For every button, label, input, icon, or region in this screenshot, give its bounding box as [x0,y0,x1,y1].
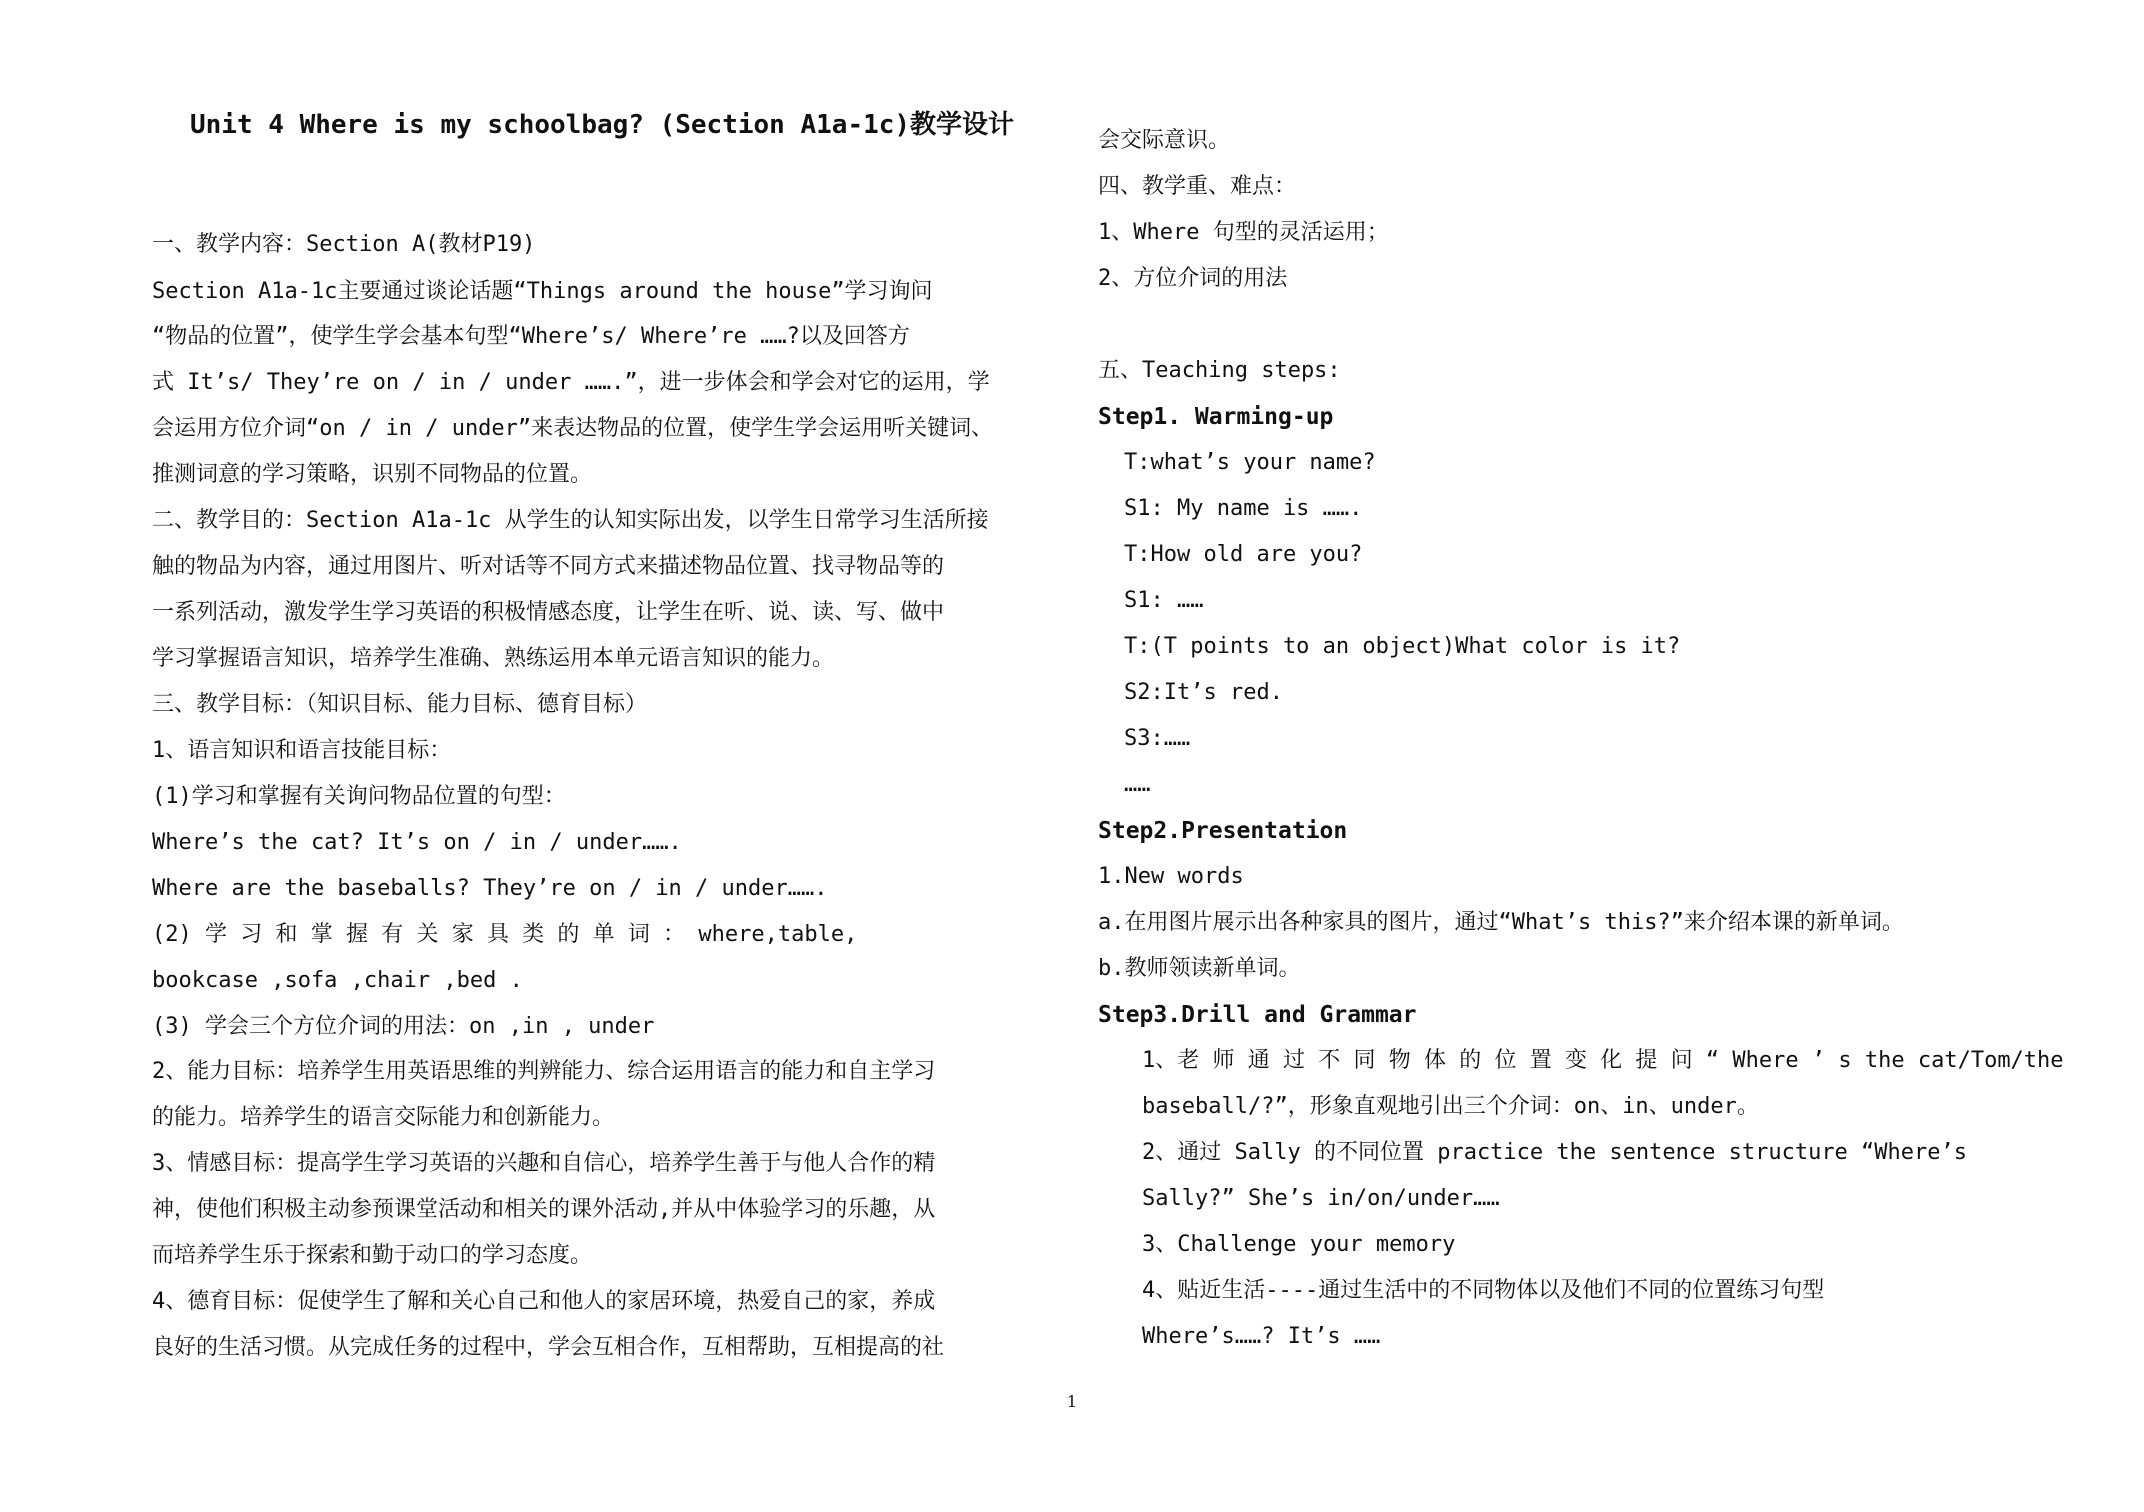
paragraph-line: Where’s……? It’s …… [1142,1324,1381,1349]
step-heading: Step1. Warming-up [1098,404,1334,430]
paragraph-line: 1.New words [1098,864,1244,889]
paragraph-line: a.在用图片展示出各种家具的图片，通过“What’s this?”来介绍本课的新单词。 [1098,910,1904,935]
paragraph-line: 神，使他们积极主动参预课堂活动和相关的课外活动,并从中体验学习的乐趣，从 [152,1197,936,1222]
paragraph-line: 四、教学重、难点： [1098,174,1297,199]
paragraph-line: 三、教学目标：（知识目标、能力目标、德育目标） [152,692,648,717]
paragraph-line: 触的物品为内容，通过用图片、听对话等不同方式来描述物品位置、找寻物品等的 [152,554,945,579]
paragraph-line: 而培养学生乐于探索和勤于动口的学习态度。 [152,1243,593,1268]
paragraph-line: 4、德育目标：促使学生了解和关心自己和他人的家居环境，热爱自己的家，养成 [152,1289,936,1314]
paragraph-line: 推测词意的学习策略，识别不同物品的位置。 [152,462,593,487]
paragraph-line: (3) 学会三个方位介词的用法：on ,in , under [152,1014,655,1039]
document-title: Unit 4 Where is my schoolbag? (Section A1a-1c)教学设计 [190,110,1015,140]
paragraph-line: Section A1a-1c主要通过谈论话题“Things around the house”学习询问 [152,279,933,304]
paragraph-line: 1、语言知识和语言技能目标： [152,738,452,763]
paragraph-line: 1、Where 句型的灵活运用； [1098,220,1389,245]
paragraph-line: …… [1124,772,1151,797]
paragraph-line: 会交际意识。 [1098,128,1231,153]
paragraph-line: 会运用方位介词“on / in / under”来表达物品的位置，使学生学会运用听关键词、 [152,416,994,441]
paragraph-line: Where are the baseballs? They’re on / in / under……. [152,876,828,901]
paragraph-line: 良好的生活习惯。从完成任务的过程中，学会互相合作，互相帮助，互相提高的社 [152,1335,945,1360]
paragraph-line: (1)学习和掌握有关询问物品位置的句型： [152,784,566,809]
paragraph-line: 一、教学内容：Section A(教材P19) [152,232,536,257]
paragraph-line: 3、情感目标：提高学生学习英语的兴趣和自信心，培养学生善于与他人合作的精 [152,1151,936,1176]
paragraph-line: (2) 学 习 和 掌 握 有 关 家 具 类 的 单 词 ： where,table, [152,922,858,947]
paragraph-line: Where’s the cat? It’s on / in / under……. [152,830,682,855]
paragraph-line: 2、通过 Sally 的不同位置 practice the sentence structure “Where’s [1142,1140,1968,1165]
paragraph-line: bookcase ,sofa ,chair ,bed . [152,968,523,993]
paragraph-line: 3、Challenge your memory [1142,1232,1456,1257]
paragraph-line: 1、老 师 通 过 不 同 物 体 的 位 置 变 化 提 问 “ Where ’ s the cat/Tom/the [1142,1048,2064,1073]
paragraph-line: 2、能力目标：培养学生用英语思维的判辨能力、综合运用语言的能力和自主学习 [152,1059,936,1084]
paragraph-line: S1: …… [1124,588,1204,613]
paragraph-line: S3:…… [1124,726,1191,751]
paragraph-line: T:How old are you? [1124,542,1363,567]
paragraph-line: 2、方位介词的用法 [1098,266,1288,291]
step-heading: Step2.Presentation [1098,818,1348,844]
paragraph-line: 五、Teaching steps: [1098,358,1341,383]
paragraph-line: T:what’s your name? [1124,450,1376,475]
paragraph-line: Sally?” She’s in/on/under…… [1142,1186,1500,1211]
paragraph-line: 式 It’s/ They’re on / in / under …….”，进一步体会和学会对它的运用，学 [152,370,990,395]
paragraph-line: 4、贴近生活----通过生活中的不同物体以及他们不同的位置练习句型 [1142,1278,1825,1303]
paragraph-line: 的能力。培养学生的语言交际能力和创新能力。 [152,1105,615,1130]
paragraph-line: 一系列活动，激发学生学习英语的积极情感态度，让学生在听、说、读、写、做中 [152,600,945,625]
paragraph-line: 二、教学目的：Section A1a-1c 从学生的认知实际出发，以学生日常学习生活所接 [152,508,989,533]
paragraph-line: S2:It’s red. [1124,680,1283,705]
paragraph-line: “物品的位置”，使学生学会基本句型“Where’s/ Where’re ……?以及回答方 [152,324,910,349]
paragraph-line: 学习掌握语言知识，培养学生准确、熟练运用本单元语言知识的能力。 [152,646,835,671]
paragraph-line: b.教师领读新单词。 [1098,956,1301,981]
paragraph-line: T:(T points to an object)What color is it? [1124,634,1681,659]
paragraph-line: S1: My name is ……. [1124,496,1363,521]
paragraph-line: baseball/?”，形象直观地引出三个介词：on、in、under。 [1142,1094,1759,1119]
step-heading: Step3.Drill and Grammar [1098,1002,1417,1028]
page-number: 1 [1066,1392,1078,1411]
